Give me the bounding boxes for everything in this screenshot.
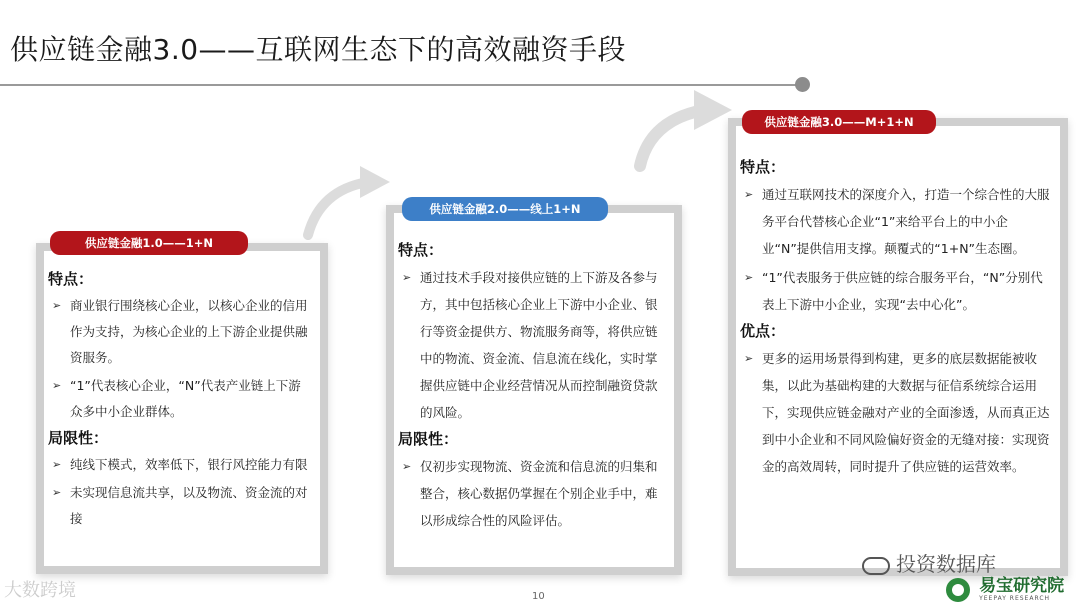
logo-badge-icon <box>946 578 970 602</box>
wechat-icon <box>862 557 890 575</box>
wechat-watermark: 投资数据库 <box>862 548 996 577</box>
stage1-limits-heading: 局限性： <box>48 429 109 447</box>
progress-arrow-2-icon <box>628 82 738 172</box>
logo-name: 易宝研究院 <box>979 576 1065 596</box>
yeepay-logo <box>946 578 1064 602</box>
stage2-content <box>394 229 674 536</box>
stage1-content <box>44 258 320 534</box>
list-item: ➢ 未实现信息流共享，以及物流、资金流的对接 <box>48 480 312 532</box>
stage3-features-heading: 特点： <box>740 158 786 176</box>
list-item: ➢ 仅初步实现物流、资金流和信息流的归集和整合，核心数据仍掌握在个别企业手中，难以形成综合性的风险评估。 <box>398 453 666 534</box>
list-item: ➢ “1”代表服务于供应链的综合服务平台，“N”分别代表上下游中小企业，实现“去中心化”。 <box>740 264 1054 318</box>
stage2-tag: 供应链金融2.0——线上1+N <box>402 197 608 221</box>
stage2-features-heading: 特点： <box>398 241 444 259</box>
bullet-arrow-icon: ➢ <box>402 460 412 473</box>
list-item: ➢ “1”代表核心企业，“N”代表产业链上下游众多中小企业群体。 <box>48 373 312 425</box>
bullet-arrow-icon: ➢ <box>744 188 754 201</box>
list-item: ➢ 纯线下模式，效率低下，银行风控能力有限 <box>48 452 312 478</box>
bullet-arrow-icon: ➢ <box>744 352 754 365</box>
stage3-content <box>736 146 1062 482</box>
page-number: 10 <box>532 591 545 602</box>
list-item: ➢ 通过互联网技术的深度介入，打造一个综合性的大服务平台代替核心企业“1”来给平台上的中小企业“N”提供信用支撑。颠覆式的“1+N”生态圈。 <box>740 181 1054 262</box>
list-item: ➢ 商业银行围绕核心企业，以核心企业的信用作为支持，为核心企业的上下游企业提供融资服务。 <box>48 293 312 371</box>
list-item: ➢ 通过技术手段对接供应链的上下游及各参与方，其中包括核心企业上下游中小企业、银行等资金提供方、物流服务商等，将供应链中的物流、资金流、信息流在线化，实时掌握供应链中企业经营情况从而控制融资贷款的风险。 <box>398 264 666 426</box>
list-item: ➢ 更多的运用场景得到构建，更多的底层数据能被收集，以此为基础构建的大数据与征信系统综合运用下，实现供应链金融对产业的全面渗透，从而真正达到中小企业和不同风险偏好资金的无缝对接：实现资金的高效周转，同时提升了供应链的运营效率。 <box>740 345 1054 480</box>
bullet-arrow-icon: ➢ <box>52 379 62 392</box>
stage1-features-heading: 特点： <box>48 270 94 288</box>
stage1-tag: 供应链金融1.0——1+N <box>50 231 248 255</box>
footer-brand-watermark: 大数跨境 <box>4 580 76 601</box>
stage2-limits-heading: 局限性： <box>398 430 459 448</box>
stage3-tag: 供应链金融3.0——M+1+N <box>742 110 936 134</box>
bullet-arrow-icon: ➢ <box>52 458 62 471</box>
bullet-arrow-icon: ➢ <box>52 299 62 312</box>
bullet-arrow-icon: ➢ <box>744 271 754 284</box>
logo-subtitle: YEEPAY RESEARCH <box>979 595 1051 602</box>
title-divider-dot <box>795 77 810 92</box>
progress-arrow-1-icon <box>298 160 398 240</box>
stage3-advantages-heading: 优点： <box>740 322 786 340</box>
bullet-arrow-icon: ➢ <box>52 486 62 499</box>
page-title: 供应链金融3.0——互联网生态下的高效融资手段 <box>10 33 627 66</box>
bullet-arrow-icon: ➢ <box>402 271 412 284</box>
